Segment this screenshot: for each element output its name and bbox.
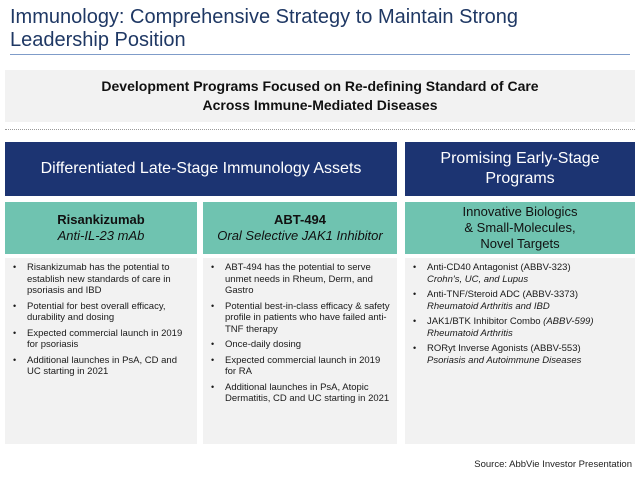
late-stage-header: [5, 142, 397, 196]
asset-subtitle: Oral Selective JAK1 Inhibitor: [217, 228, 383, 243]
bullet-icon: •: [413, 343, 417, 353]
bullet-icon: •: [211, 300, 215, 311]
banner-line2: Across Immune-Mediated Diseases: [202, 97, 438, 113]
bullet-icon: •: [413, 316, 417, 326]
bullet-icon: •: [13, 354, 17, 365]
list-item: • Risankizumab has the potential to establish new standards of care in psoriasis and IBD: [13, 262, 171, 296]
early-stage-header-line2: Programs: [485, 170, 555, 187]
list-item: • Potential best-in-class efficacy & safety profile in patients who have failed anti-TNF therapy: [211, 300, 390, 335]
list-item: • Additional launches in PsA, CD and UC starting in 2021: [13, 354, 177, 377]
risankizumab-bullets: [5, 258, 197, 444]
asset-subtitle: Anti-IL-23 mAb: [57, 228, 145, 243]
page-title-line2: Leadership Position: [10, 29, 186, 51]
asset-abt494-header: [203, 202, 397, 254]
bullet-icon: •: [13, 262, 17, 272]
early-programs-line2: & Small-Molecules,: [464, 220, 576, 235]
asset-name: ABT-494: [273, 212, 327, 227]
bullet-icon: •: [413, 289, 417, 299]
bullet-icon: •: [211, 339, 215, 349]
early-stage-header-line1: Promising Early-Stage: [440, 150, 600, 167]
list-item: • JAK1/BTK Inhibitor Combo (ABBV-599) Rheumatoid Arthritis: [413, 316, 594, 339]
asset-name: Risankizumab: [57, 212, 145, 227]
list-item: • Expected commercial launch in 2019 for psoriasis: [13, 327, 183, 350]
bullet-icon: •: [13, 327, 17, 338]
banner-line1: Development Programs Focused on Re-defining Standard of Care: [101, 78, 539, 94]
page-title: [10, 6, 630, 52]
early-programs-list: [405, 258, 635, 444]
list-item: • Anti-CD40 Antagonist (ABBV-323) Crohn's, UC, and Lupus: [413, 262, 571, 285]
list-item: • ABT-494 has the potential to serve unmet needs in Rheum, Derm, and Gastro: [211, 262, 373, 296]
list-item: • Once-daily dosing: [211, 339, 302, 350]
early-stage-header: [405, 142, 635, 196]
early-programs-header: [405, 202, 635, 254]
bullet-icon: •: [413, 262, 417, 272]
source-note: Source: AbbVie Investor Presentation: [474, 459, 632, 470]
bullet-icon: •: [13, 300, 17, 311]
focus-banner: [5, 70, 635, 122]
early-programs-line1: Innovative Biologics: [462, 204, 578, 219]
title-divider: [10, 54, 630, 55]
asset-risankizumab-header: [5, 202, 197, 254]
dotted-divider: [5, 129, 635, 130]
bullet-icon: •: [211, 354, 215, 365]
list-item: • Anti-TNF/Steroid ADC (ABBV-3373) Rheumatoid Arthritis and IBD: [413, 289, 578, 312]
list-item: • RORyt Inverse Agonists (ABBV-553) Psoriasis and Autoimmune Diseases: [413, 343, 582, 366]
bullet-icon: •: [211, 381, 215, 392]
list-item: • Additional launches in PsA, Atopic Dermatitis, CD and UC starting in 2021: [211, 381, 390, 404]
page-title-line1: Immunology: Comprehensive Strategy to Maintain Strong: [10, 6, 519, 28]
early-programs-line3: Novel Targets: [480, 236, 560, 251]
late-stage-header-text: Differentiated Late-Stage Immunology Assets: [40, 160, 362, 177]
list-item: • Potential for best overall efficacy, durability and dosing: [13, 300, 166, 323]
list-item: • Expected commercial launch in 2019 for RA: [211, 354, 381, 377]
abt494-bullets: [203, 258, 397, 444]
bullet-icon: •: [211, 262, 215, 272]
